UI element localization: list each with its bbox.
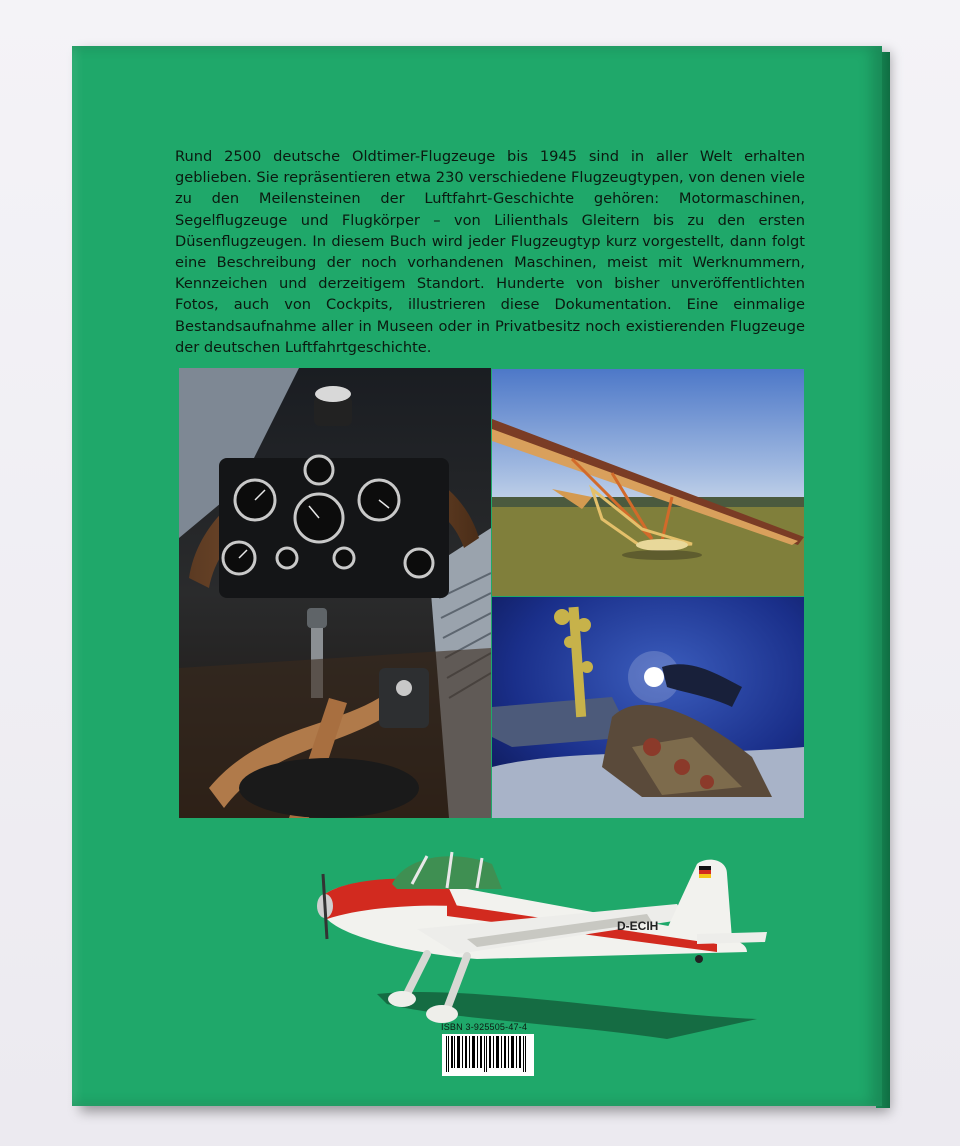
book-back-cover: [72, 46, 882, 1106]
barcode: [442, 1034, 534, 1076]
glider-photo: [492, 369, 804, 596]
blurb-text: Rund 2500 deutsche Oldtimer-Flugzeuge bis 1945 sind in aller Welt erhalten geblieben. Sie repräsentieren etwa 230 verschiedene Flugzeugtypen, von denen viele zu den Meilensteinen der Luftfahrt-Geschichte gehören: Motormaschinen, Segelflugzeuge und Flugkörper – von Lilienthals Gleitern bis zu den ersten Düsenflugzeugen. In diesem Buch wird jeder Flugzeugtyp kurz vorgestellt, dann folgt eine Beschreibung der noch vorhandenen Maschinen, meist mit Werknummern, Kennzeichen und derzeitigem Standort. Hunderte von bisher unveröffentlichten Fotos, auch von Cockpits, illustrieren diese Dokumentation. Eine einmalige Bestandsaufnahme aller in Museen oder in Privatbesitz noch existierenden Flugzeuge der deutschen Luftfahrtgeschichte.: [175, 148, 805, 356]
registration-text: D-ECIH: [617, 919, 659, 933]
aircraft-photo: [317, 844, 767, 1044]
isbn-text: ISBN 3-925505-47-4: [441, 1022, 528, 1032]
wreck-photo: [492, 597, 804, 818]
cockpit-photo: [179, 368, 491, 818]
